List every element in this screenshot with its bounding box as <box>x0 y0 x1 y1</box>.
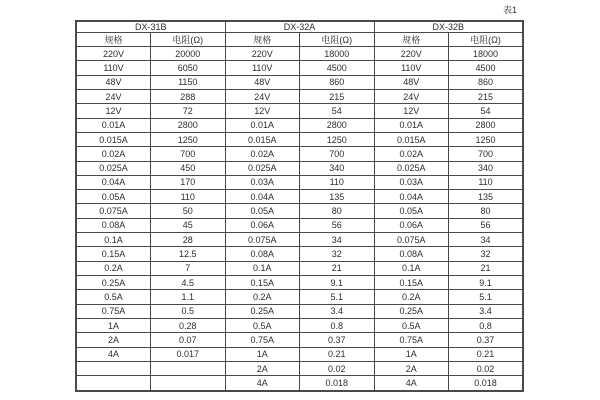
table-cell: 12V <box>76 104 151 118</box>
table-row <box>76 347 523 361</box>
table-cell: 0.02 <box>300 361 375 375</box>
table-cell: 12.5 <box>151 247 226 261</box>
table-cell: 2A <box>374 361 449 375</box>
table-cell: 0.01A <box>76 118 151 132</box>
table-cell: 0.15A <box>225 276 300 290</box>
table-cell: 0.08A <box>225 247 300 261</box>
table-cell: 0.017 <box>151 347 226 361</box>
table-cell: 0.02A <box>374 147 449 161</box>
table-cell: 4A <box>76 347 151 361</box>
column-header: 电阻(Ω) <box>449 33 524 47</box>
table-cell: 0.15A <box>76 247 151 261</box>
table-cell: 0.1A <box>374 261 449 275</box>
table-cell: 0.06A <box>225 218 300 232</box>
table-row <box>76 204 523 218</box>
table-cell: 0.075A <box>76 204 151 218</box>
table-row <box>76 132 523 146</box>
table-cell: 110V <box>76 61 151 75</box>
table-cell: 1A <box>76 318 151 332</box>
table-cell: 1250 <box>151 132 226 146</box>
table-cell: 3.4 <box>449 304 524 318</box>
table-cell: 700 <box>300 147 375 161</box>
table-cell: 0.018 <box>449 376 524 391</box>
table-cell: 0.21 <box>449 347 524 361</box>
table-row <box>76 89 523 103</box>
table-cell: 0.018 <box>300 376 375 391</box>
table-row <box>76 261 523 275</box>
table-cell: 45 <box>151 218 226 232</box>
column-header: 电阻(Ω) <box>151 33 226 47</box>
table-cell: 1250 <box>449 132 524 146</box>
table-cell: 54 <box>300 104 375 118</box>
table-cell: 220V <box>225 47 300 61</box>
table-cell: 4A <box>225 376 300 391</box>
table-cell: 48V <box>225 75 300 89</box>
table-cell: 215 <box>300 89 375 103</box>
table-cell: 56 <box>300 218 375 232</box>
table-cell: 110 <box>151 190 226 204</box>
table-cell: 0.02A <box>76 147 151 161</box>
table-cell: 0.5A <box>76 290 151 304</box>
table-cell: 0.5A <box>374 318 449 332</box>
table-cell: 0.02A <box>225 147 300 161</box>
table-cell: 80 <box>300 204 375 218</box>
table-cell: 9.1 <box>300 276 375 290</box>
table-cell: 1A <box>374 347 449 361</box>
table-cell: 18000 <box>300 47 375 61</box>
table-cell: 9.1 <box>449 276 524 290</box>
table-cell: 0.03A <box>225 175 300 189</box>
table-cell: 0.015A <box>374 132 449 146</box>
resistance-spec-table <box>75 20 524 392</box>
table-row <box>76 233 523 247</box>
table-cell: 21 <box>449 261 524 275</box>
table-cell: 0.05A <box>76 190 151 204</box>
table-cell: 0.1A <box>225 261 300 275</box>
table-cell: 2800 <box>449 118 524 132</box>
table-cell: 0.015A <box>225 132 300 146</box>
table-cell: 0.02 <box>449 361 524 375</box>
table-cell: 0.28 <box>151 318 226 332</box>
table-cell: 0.2A <box>225 290 300 304</box>
table-cell: 0.07 <box>151 333 226 347</box>
table-cell: 288 <box>151 89 226 103</box>
table-caption: 表1 <box>502 5 517 15</box>
table-cell: 1250 <box>300 132 375 146</box>
table-cell: 0.25A <box>225 304 300 318</box>
table-row <box>76 304 523 318</box>
group-header: DX-32B <box>374 21 523 33</box>
table-cell: 5.1 <box>300 290 375 304</box>
table-cell: 860 <box>300 75 375 89</box>
table-row <box>76 247 523 261</box>
column-header-row <box>76 33 523 47</box>
table-cell <box>151 376 226 391</box>
table-cell: 12V <box>374 104 449 118</box>
table-cell: 0.08A <box>76 218 151 232</box>
table-cell: 0.08A <box>374 247 449 261</box>
table-cell: 0.75A <box>374 333 449 347</box>
table-row <box>76 118 523 132</box>
column-header: 电阻(Ω) <box>300 33 375 47</box>
table-cell <box>76 376 151 391</box>
table-cell: 28 <box>151 233 226 247</box>
table-cell: 0.025A <box>76 161 151 175</box>
table-cell: 4A <box>374 376 449 391</box>
table-cell: 0.37 <box>449 333 524 347</box>
table-cell: 0.03A <box>374 175 449 189</box>
group-header: DX-31B <box>76 21 225 33</box>
table-cell: 0.8 <box>449 318 524 332</box>
table-cell: 340 <box>449 161 524 175</box>
table-cell: 0.1A <box>76 233 151 247</box>
table-cell: 48V <box>76 75 151 89</box>
table-cell: 110V <box>374 61 449 75</box>
table-cell: 34 <box>300 233 375 247</box>
table-row <box>76 47 523 61</box>
table-cell: 32 <box>449 247 524 261</box>
table-body <box>76 47 523 392</box>
table-cell: 4500 <box>449 61 524 75</box>
table-cell: 0.06A <box>374 218 449 232</box>
table-cell: 34 <box>449 233 524 247</box>
table-cell: 2A <box>76 333 151 347</box>
table-cell: 6050 <box>151 61 226 75</box>
table-cell: 0.25A <box>374 304 449 318</box>
table-row <box>76 290 523 304</box>
table-cell <box>76 361 151 375</box>
table-cell: 4.5 <box>151 276 226 290</box>
table-cell: 0.05A <box>225 204 300 218</box>
table-cell: 0.25A <box>76 276 151 290</box>
table-cell: 80 <box>449 204 524 218</box>
table-cell: 215 <box>449 89 524 103</box>
table-cell: 110V <box>225 61 300 75</box>
table-cell: 12V <box>225 104 300 118</box>
table-cell: 0.5A <box>225 318 300 332</box>
table-cell: 21 <box>300 261 375 275</box>
table-cell: 0.01A <box>225 118 300 132</box>
table-cell: 110 <box>449 175 524 189</box>
table-row <box>76 218 523 232</box>
table-row <box>76 161 523 175</box>
table-cell: 0.04A <box>374 190 449 204</box>
table-cell: 135 <box>449 190 524 204</box>
table-cell: 110 <box>300 175 375 189</box>
table-row <box>76 175 523 189</box>
table-cell: 54 <box>449 104 524 118</box>
table-cell: 48V <box>374 75 449 89</box>
table-row <box>76 147 523 161</box>
column-header: 规格 <box>374 33 449 47</box>
table-cell: 50 <box>151 204 226 218</box>
table-cell: 170 <box>151 175 226 189</box>
table-row <box>76 61 523 75</box>
table-row <box>76 190 523 204</box>
table-cell: 1.1 <box>151 290 226 304</box>
table-cell: 0.75A <box>225 333 300 347</box>
table-cell: 32 <box>300 247 375 261</box>
table-cell: 7 <box>151 261 226 275</box>
table-cell: 0.04A <box>76 175 151 189</box>
table-cell: 0.015A <box>76 132 151 146</box>
table-cell: 0.075A <box>374 233 449 247</box>
table-cell: 0.8 <box>300 318 375 332</box>
table-cell: 0.37 <box>300 333 375 347</box>
table-cell: 2800 <box>151 118 226 132</box>
table-cell <box>151 361 226 375</box>
group-header: DX-32A <box>225 21 374 33</box>
table-row <box>76 318 523 332</box>
table-cell: 20000 <box>151 47 226 61</box>
table-cell: 0.025A <box>225 161 300 175</box>
table-row <box>76 104 523 118</box>
table-header <box>76 21 523 47</box>
table-cell: 220V <box>374 47 449 61</box>
table-cell: 135 <box>300 190 375 204</box>
table-cell: 4500 <box>300 61 375 75</box>
table-cell: 1150 <box>151 75 226 89</box>
table-cell: 18000 <box>449 47 524 61</box>
table-cell: 24V <box>76 89 151 103</box>
table-row <box>76 376 523 391</box>
table-cell: 860 <box>449 75 524 89</box>
table-cell: 0.15A <box>374 276 449 290</box>
table-cell: 0.05A <box>374 204 449 218</box>
table-cell: 220V <box>76 47 151 61</box>
table-cell: 0.075A <box>225 233 300 247</box>
table-cell: 0.75A <box>76 304 151 318</box>
table-cell: 700 <box>151 147 226 161</box>
table-row <box>76 75 523 89</box>
table-row <box>76 361 523 375</box>
group-header-row <box>76 21 523 33</box>
table-cell: 0.2A <box>76 261 151 275</box>
table-cell: 56 <box>449 218 524 232</box>
table-cell: 5.1 <box>449 290 524 304</box>
table-cell: 0.5 <box>151 304 226 318</box>
table-cell: 1A <box>225 347 300 361</box>
table-cell: 24V <box>374 89 449 103</box>
table-cell: 2A <box>225 361 300 375</box>
table-cell: 0.04A <box>225 190 300 204</box>
table-cell: 340 <box>300 161 375 175</box>
table-cell: 0.2A <box>374 290 449 304</box>
table-cell: 450 <box>151 161 226 175</box>
table-cell: 0.21 <box>300 347 375 361</box>
column-header: 规格 <box>76 33 151 47</box>
table-cell: 700 <box>449 147 524 161</box>
table-cell: 0.025A <box>374 161 449 175</box>
table-cell: 3.4 <box>300 304 375 318</box>
table-cell: 24V <box>225 89 300 103</box>
column-header: 规格 <box>225 33 300 47</box>
table-row <box>76 276 523 290</box>
table-cell: 2800 <box>300 118 375 132</box>
table-cell: 72 <box>151 104 226 118</box>
table-row <box>76 333 523 347</box>
table-cell: 0.01A <box>374 118 449 132</box>
